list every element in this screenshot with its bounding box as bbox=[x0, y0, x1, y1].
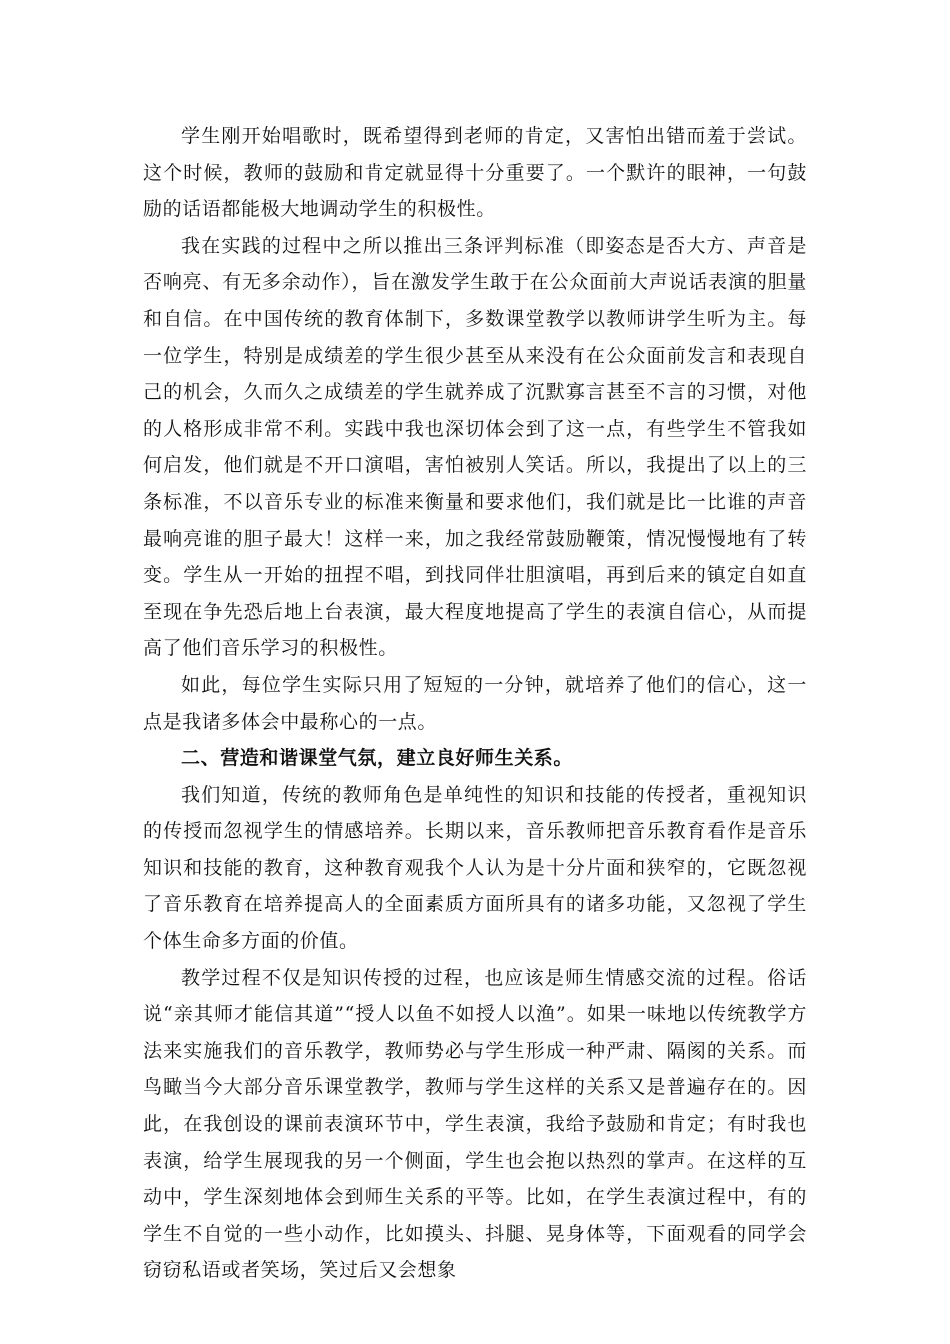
paragraph-teacher-student-relation: 教学过程不仅是知识传授的过程，也应该是师生情感交流的过程。俗话说“亲其师才能信其道”“授人以鱼不如授人以渔”。如果一味地以传统教学方法来实施我们的音乐教学，教师势必与学生形成一种严肃、隔阂的关系。而鸟瞰当今大部分音乐课堂教学，教师与学生这样的关系又是普遍存在的。因此，在我创设的课前表演环节中，学生表演，我给予鼓励和肯定；有时我也表演，给学生展现我的另一个侧面，学生也会抱以热烈的掌声。在这样的互动中，学生深刻地体会到师生关系的平等。比如，在学生表演过程中，有的学生不自觉的一些小动作，比如摸头、抖腿、晃身体等，下面观看的同学会窃窃私语或者笑场，笑过后又会想象 bbox=[143, 966, 807, 1282]
section-heading: 二、营造和谐课堂气氛，建立良好师生关系。 bbox=[181, 747, 574, 770]
paragraph-encouragement: 学生刚开始唱歌时，既希望得到老师的肯定，又害怕出错而羞于尝试。这个时候，教师的鼓励和肯定就显得十分重要了。一个默许的眼神，一句鼓励的话语都能极大地调动学生的积极性。 bbox=[143, 125, 807, 221]
paragraph-teacher-role: 我们知道，传统的教师角色是单纯性的知识和技能的传授者，重视知识的传授而忽视学生的情感培养。长期以来，音乐教师把音乐教育看作是音乐知识和技能的教育，这种教育观我个人认为是十分片面和狭窄的，它既忽视了音乐教育在培养提高人的全面素质方面所具有的诸多功能，又忽视了学生个体生命多方面的价值。 bbox=[143, 783, 807, 953]
paragraph-confidence: 如此，每位学生实际只用了短短的一分钟，就培养了他们的信心，这一点是我诸多体会中最称心的一点。 bbox=[143, 673, 807, 733]
document-body bbox=[143, 118, 807, 1289]
paragraph-evaluation-criteria: 我在实践的过程中之所以推出三条评判标准（即姿态是否大方、声音是否响亮、有无多余动作），旨在激发学生敢于在公众面前大声说话表演的胆量和自信。在中国传统的教育体制下，多数课堂教学以教师讲学生听为主。每一位学生，特别是成绩差的学生很少甚至从来没有在公众面前发言和表现自己的机会，久而久之成绩差的学生就养成了沉默寡言甚至不言的习惯，对他的人格形成非常不利。实践中我也深切体会到了这一点，有些学生不管我如何启发，他们就是不开口演唱，害怕被别人笑话。所以，我提出了以上的三条标准，不以音乐专业的标准来衡量和要求他们，我们就是比一比谁的声音最响亮谁的胆子最大！这样一来，加之我经常鼓励鞭策，情况慢慢地有了转变。学生从一开始的扭捏不唱，到找同伴壮胆演唱，再到后来的镇定自如直至现在争先恐后地上台表演，最大程度地提高了学生的表演自信心，从而提高了他们音乐学习的积极性。 bbox=[143, 234, 807, 660]
